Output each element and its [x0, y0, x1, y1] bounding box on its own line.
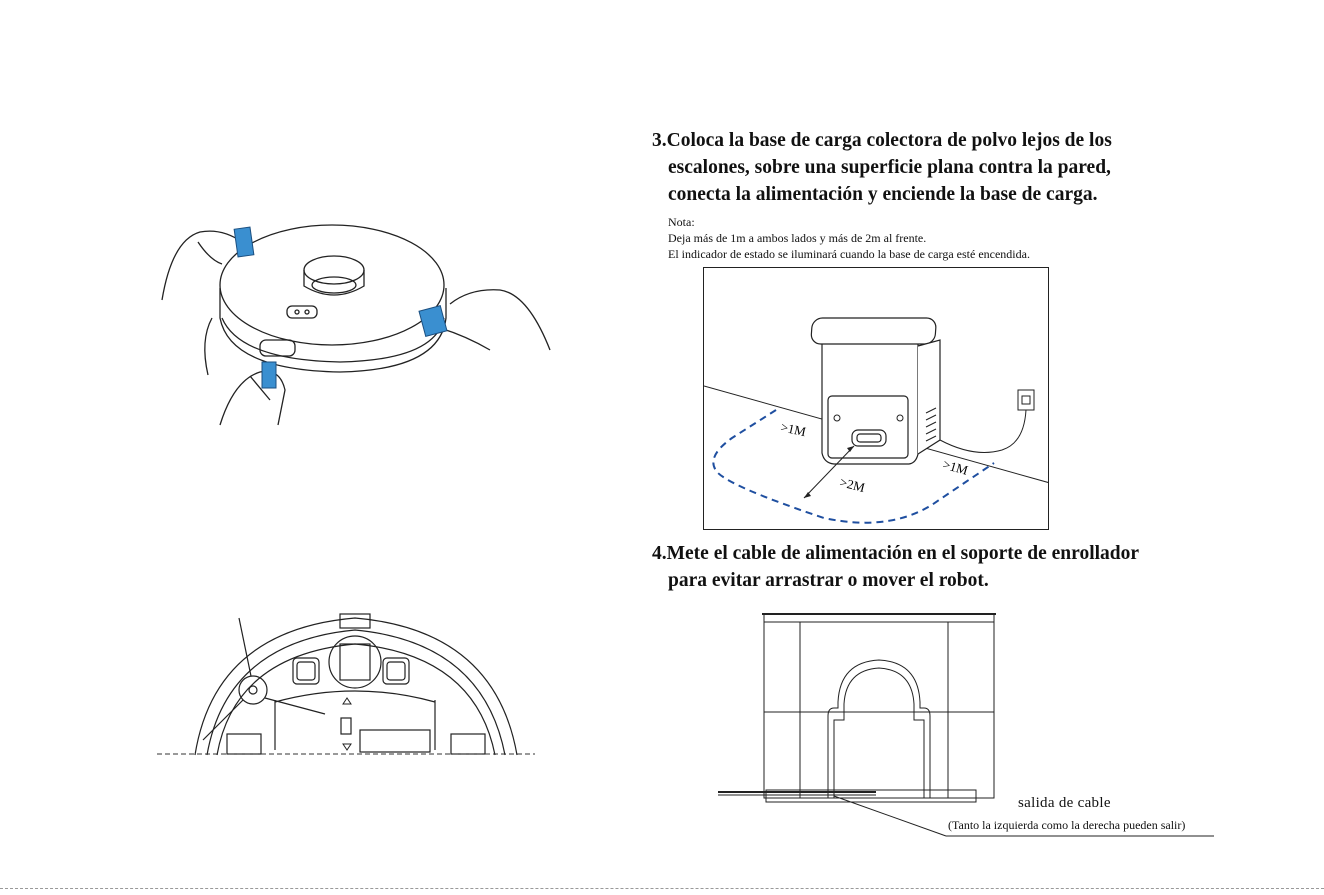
note-line-2: El indicador de estado se iluminará cuando la base de carga esté encendida. [668, 247, 1030, 261]
step-3-heading [652, 127, 1312, 208]
robot-bottom-view-illustration [155, 610, 555, 770]
note-label: Nota: [668, 215, 695, 229]
left-distance-label: >1M [779, 419, 808, 440]
note-block [668, 214, 1308, 262]
cable-exit-subcaption: (Tanto la izquierda como la derecha pueden salir) [948, 818, 1186, 832]
step-4-line-1: 4.Mete el cable de alimentación en el soporte de enrollador [652, 543, 1140, 564]
dock-placement-drawing [704, 268, 1049, 530]
step-4-line-2: para evitar arrastrar o mover el robot. [668, 570, 989, 591]
cable-exit-caption: salida de cable [1018, 795, 1111, 811]
right-distance-label: >1M [941, 456, 970, 478]
step-3-line-3: conecta la alimentación y enciende la base de carga. [668, 184, 1098, 205]
step-4-heading [652, 540, 1324, 594]
step-3-line-1: 3.Coloca la base de carga colectora de polvo lejos de los [652, 130, 1112, 151]
page-bottom-divider [0, 888, 1324, 889]
note-line-1: Deja más de 1m a ambos lados y más de 2m al frente. [668, 231, 927, 245]
robot-tape-removal-illustration [150, 200, 570, 430]
cable-winder-illustration [716, 612, 1216, 842]
front-distance-label: >2M [838, 474, 867, 496]
step-3-line-2: escalones, sobre una superficie plana contra la pared, [668, 157, 1111, 178]
dock-placement-figure [703, 267, 1049, 530]
